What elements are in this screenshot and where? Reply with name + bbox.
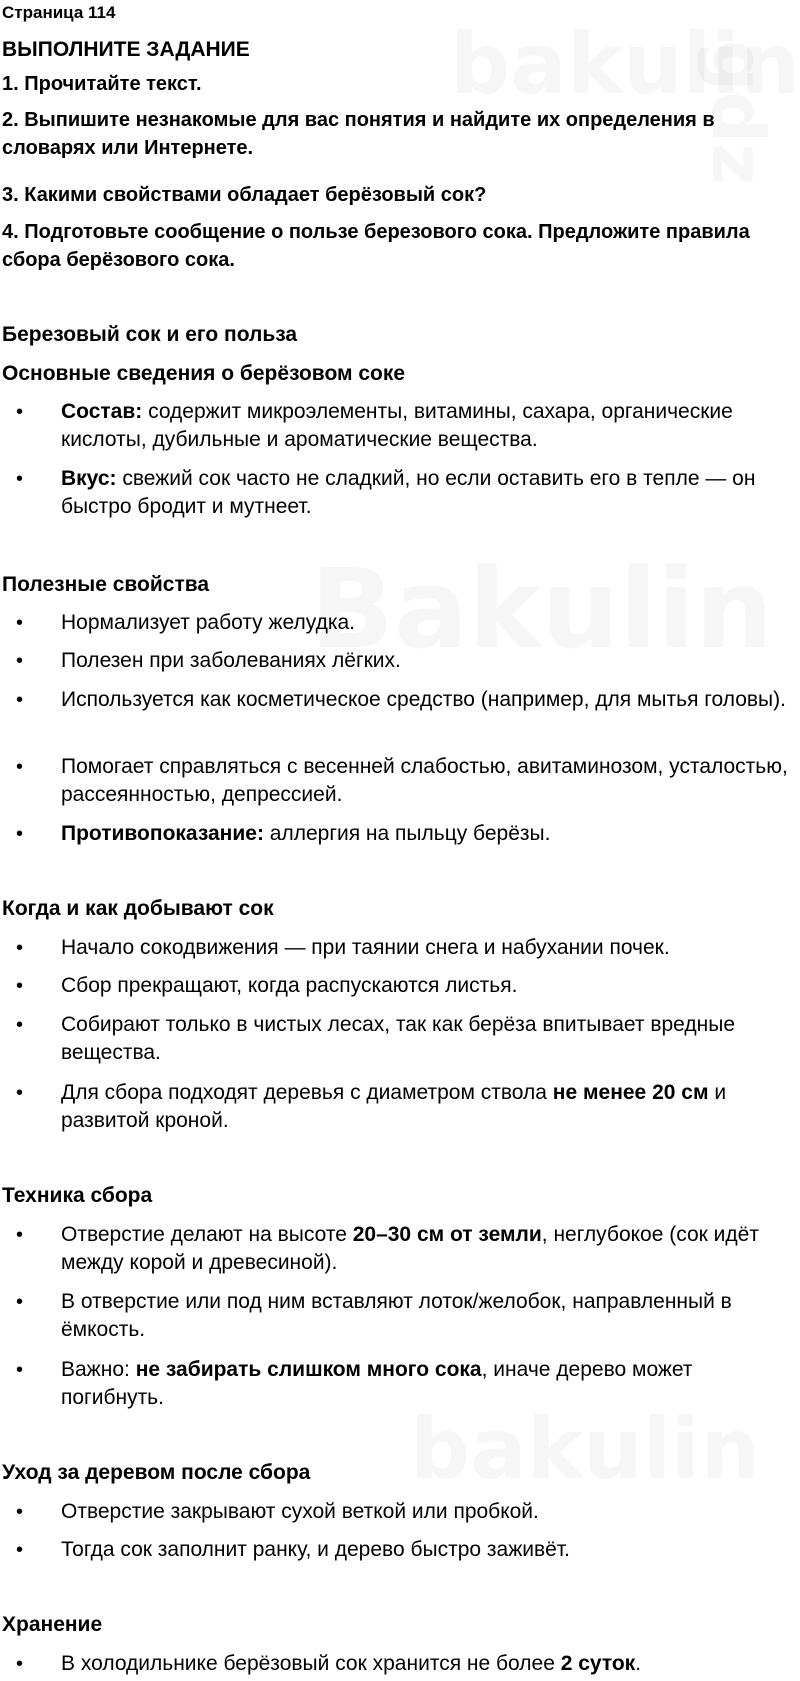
bullet-icon: • — [16, 756, 24, 778]
section-heading: Уход за деревом после сбора — [2, 1461, 311, 1484]
item-text: Тогда сок заполнит ранку, и дерево быстро заживёт. — [61, 1538, 570, 1561]
bullet-icon: • — [16, 1082, 24, 1104]
item-label: Вкус: — [61, 467, 117, 490]
item-emphasis: не менее 20 см — [552, 1081, 709, 1104]
section-heading: Когда и как добывают сок — [2, 897, 274, 920]
bullet-icon: • — [16, 401, 24, 423]
task-item: 4. Подготовьте сообщение о пользе березового сока. Предложите правила сбора берёзового сока. — [2, 221, 750, 271]
bullet-icon: • — [16, 1501, 24, 1523]
item-label: Состав: — [61, 400, 143, 423]
bullet-icon: • — [16, 975, 24, 997]
item-text: Отверстие делают на высоте — [61, 1223, 353, 1246]
item-text: содержит микроэлементы, витамины, сахара, органические кислоты, дубильные и ароматические вещества. — [61, 400, 733, 451]
item-text: , иначе дерево может погибнуть. — [61, 1358, 693, 1409]
bullet-icon: • — [16, 1014, 24, 1036]
item-text: свежий сок часто не сладкий, но если оставить его в тепле — он быстро бродит и мутнеет. — [61, 467, 756, 518]
bullet-icon: • — [16, 1291, 24, 1313]
section-heading: Полезные свойства — [2, 573, 210, 596]
item-text: Для сбора подходят деревья с диаметром ствола — [61, 1081, 553, 1104]
item-text: и развитой кроной. — [61, 1081, 727, 1132]
watermark — [410, 1400, 760, 1498]
task-title: ВЫПОЛНИТЕ ЗАДАНИЕ — [2, 38, 250, 61]
item-text: Используется как косметическое средство (например, для мытья головы). — [61, 688, 786, 711]
item-text: В отверстие или под ним вставляют лоток/желобок, направленный в ёмкость. — [61, 1290, 732, 1341]
bullet-icon: • — [16, 1539, 24, 1561]
item-text: Полезен при заболеваниях лёгких. — [61, 649, 401, 672]
item-emphasis: 20–30 см от земли — [352, 1223, 542, 1246]
bullet-icon: • — [16, 823, 24, 845]
bullet-icon: • — [16, 650, 24, 672]
item-text: Помогает справляться с весенней слабостью, авитаминозом, усталостью, рассеянностью, депрессией. — [61, 755, 788, 806]
bullet-icon: • — [16, 937, 24, 959]
task-item: 1. Прочитайте текст. — [2, 73, 202, 95]
item-text: Собирают только в чистых лесах, так как берёза впитывает вредные вещества. — [61, 1013, 736, 1064]
task-item: 2. Выпишите незнакомые для вас понятия и найдите их определения в словарях или Интернете. — [2, 109, 715, 159]
article-title: Березовый сок и его польза — [2, 323, 298, 346]
item-text: . — [635, 1652, 642, 1675]
bullet-icon: • — [16, 468, 24, 490]
bullet-icon: • — [16, 689, 24, 711]
item-emphasis: не забирать слишком много сока — [135, 1358, 482, 1381]
item-text: Сбор прекращают, когда распускаются листья. — [61, 974, 518, 997]
bullet-icon: • — [16, 612, 24, 634]
item-label: Противопоказание: — [61, 822, 264, 845]
page-number: Страница 114 — [2, 3, 116, 22]
item-text: В холодильнике берёзовый сок хранится не более — [61, 1652, 561, 1675]
bullet-icon: • — [16, 1224, 24, 1246]
item-text: аллергия на пыльцу берёзы. — [263, 822, 551, 845]
item-text: Нормализует работу желудка. — [61, 611, 356, 634]
bullet-icon: • — [16, 1359, 24, 1381]
section-heading: Основные сведения о берёзовом соке — [2, 362, 406, 385]
section-heading: Техника сбора — [2, 1184, 153, 1207]
item-text: Начало сокодвижения — при таянии снега и набухании почек. — [61, 936, 670, 959]
item-text: Важно: — [61, 1358, 136, 1381]
watermark — [450, 15, 800, 113]
item-text: Отверстие закрывают сухой веткой или пробкой. — [61, 1500, 539, 1523]
item-emphasis: 2 суток — [560, 1652, 636, 1675]
task-item: 3. Какими свойствами обладает берёзовый сок? — [2, 184, 487, 206]
section-heading: Хранение — [2, 1613, 103, 1636]
item-text: , неглубокое (сок идёт между корой и древесиной). — [61, 1223, 759, 1274]
bullet-icon: • — [16, 1653, 24, 1675]
